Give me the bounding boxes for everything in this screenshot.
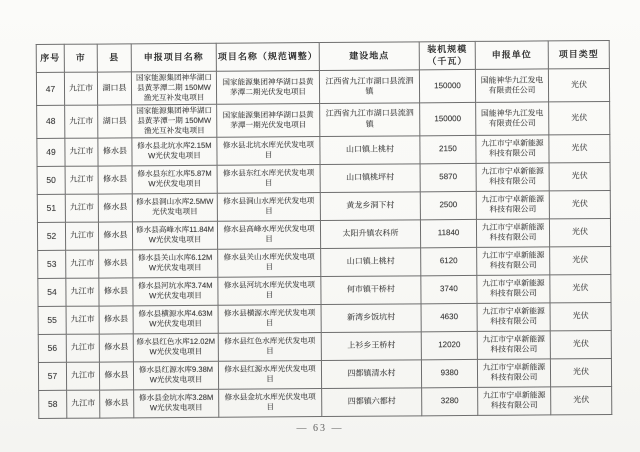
table-cell: 修水县 [98, 193, 132, 221]
table-header-row [36, 41, 609, 73]
table-row [36, 69, 609, 106]
table-cell: 九江市宁卓新能源科技有限公司 [476, 162, 549, 191]
table-cell: 九江市宁卓新能源科技有限公司 [477, 358, 550, 387]
table-cell: 修水县横源水库光伏发电项目 [218, 304, 321, 333]
table-cell: 九江市 [65, 138, 98, 166]
table-cell: 修水县 [98, 137, 132, 165]
table-cell: 九江市宁卓新能源科技有限公司 [477, 302, 550, 331]
table-cell: 修水县金坑水库光伏发电项目 [219, 388, 322, 417]
table-cell: 56 [38, 334, 66, 362]
table-cell: 4630 [421, 303, 477, 331]
table-cell: 2150 [420, 135, 476, 163]
table-cell: 湖口县 [98, 105, 132, 138]
table-cell: 11840 [420, 219, 476, 247]
table-cell: 52 [37, 222, 65, 250]
header-cell: 申报单位 [475, 41, 548, 70]
table-cell: 江西省九江市湖口县流泗镇 [319, 70, 419, 103]
table-row [37, 190, 610, 222]
header-cell: 申报项目名称 [131, 43, 216, 72]
table-cell: 修水县 [99, 277, 133, 305]
table-cell: 国能神华九江发电有限责任公司 [476, 102, 549, 135]
table-cell: 光伏 [548, 69, 609, 102]
table-row [38, 330, 611, 362]
table-cell: 修水县高峰水库光伏发电项目 [217, 220, 320, 249]
table-cell: 58 [39, 390, 67, 418]
table-cell: 四都镇清水村 [321, 359, 421, 388]
table-cell: 修水县红色水库12.02MW光伏发电项目 [133, 333, 218, 362]
table-cell: 150000 [420, 102, 476, 135]
table-cell: 光伏 [550, 302, 611, 330]
table-cell: 修水县 [100, 389, 134, 417]
header-cell: 县 [97, 44, 131, 73]
table-row [37, 162, 610, 194]
table-cell: 修水县关山水库6.12MW光伏发电项目 [133, 249, 218, 278]
table-cell: 49 [37, 138, 65, 166]
table-row [39, 386, 612, 418]
table-cell: 修水县 [98, 221, 132, 249]
header-cell: 序号 [36, 44, 64, 73]
table-cell: 修水县洞山水库光伏发电项目 [217, 192, 320, 221]
table-cell: 国家能源集团神华湖口县黄茅潭一期光伏发电项目 [217, 103, 320, 136]
table-cell: 修水县 [99, 249, 133, 277]
table-cell: 湖口县 [97, 72, 131, 105]
table-cell: 54 [38, 278, 66, 306]
table-cell: 九江市 [65, 222, 98, 250]
table-cell: 光伏 [550, 274, 611, 302]
table-cell: 山口镇上桃村 [320, 135, 420, 164]
table-cell: 九江市 [66, 250, 99, 278]
table-cell: 四都镇六都村 [322, 387, 422, 416]
table-cell: 修水县高峰水库11.84MW光伏发电项目 [132, 221, 217, 250]
table-cell: 太阳升镇农科所 [320, 219, 420, 248]
table-cell: 3740 [421, 275, 477, 303]
header-cell: 项目类型 [548, 41, 609, 70]
table-cell: 九江市 [65, 194, 98, 222]
table-cell: 2500 [420, 191, 476, 219]
table-cell: 九江市 [67, 390, 100, 418]
table-cell: 国家能源集团神华湖口县黄茅潭二期光伏发电项目 [216, 71, 319, 104]
table-cell: 修水县横源水库4.63MW光伏发电项目 [133, 305, 218, 334]
table-cell: 新湾乡饭坑村 [321, 303, 421, 332]
table-cell: 九江市 [65, 105, 98, 138]
table-cell: 6120 [421, 247, 477, 275]
header-cell: 装机规模（千瓦） [419, 41, 475, 70]
table-cell: 光伏 [551, 386, 612, 414]
table-cell: 九江市 [64, 72, 97, 105]
table-cell: 150000 [419, 70, 475, 103]
table-cell: 光伏 [550, 246, 611, 274]
table-cell: 光伏 [549, 162, 610, 190]
table-cell: 修水县北坑水库光伏发电项目 [217, 136, 320, 165]
table-cell: 修水县红色水库光伏发电项目 [218, 332, 321, 361]
table-cell: 九江市 [66, 362, 99, 390]
table-cell: 九江市宁卓新能源科技有限公司 [477, 246, 550, 275]
table-cell: 九江市 [66, 278, 99, 306]
table-cell: 山口镇上桃村 [321, 247, 421, 276]
table-cell: 光伏 [549, 101, 610, 134]
table-cell: 光伏 [549, 134, 610, 162]
table-cell: 51 [37, 194, 65, 222]
table-cell: 九江市 [66, 334, 99, 362]
table-cell: 光伏 [549, 190, 610, 218]
table-row [37, 134, 610, 166]
table-cell: 57 [38, 362, 66, 390]
table-cell: 修水县关山水库光伏发电项目 [218, 248, 321, 277]
table-row [38, 358, 611, 390]
project-table [36, 40, 613, 419]
table-cell: 50 [37, 166, 65, 194]
table-cell: 何市镇干桥村 [321, 275, 421, 304]
table-cell: 九江市 [66, 306, 99, 334]
table-cell: 3280 [422, 387, 478, 415]
table-cell: 修水县 [99, 361, 133, 389]
table-cell: 修水县洞山水库2.5MW光伏发电项目 [132, 193, 217, 222]
table-cell: 九江市宁卓新能源科技有限公司 [478, 386, 551, 415]
table-cell: 光伏 [550, 358, 611, 386]
table-cell: 九江市宁卓新能源科技有限公司 [476, 218, 549, 247]
table-cell: 九江市宁卓新能源科技有限公司 [476, 190, 549, 219]
table-cell: 修水县河坑水库光伏发电项目 [218, 276, 321, 305]
table-cell: 山口镇桃坪村 [320, 163, 420, 192]
table-cell: 5870 [420, 163, 476, 191]
table-cell: 九江市宁卓新能源科技有限公司 [476, 134, 549, 163]
table-row [37, 101, 610, 138]
table-row [38, 302, 611, 334]
table-cell: 江西省九江市湖口县流泗镇 [320, 103, 420, 136]
table-cell: 修水县东红水库光伏发电项目 [217, 164, 320, 193]
table-row [38, 246, 611, 278]
header-cell: 市 [64, 44, 97, 73]
table-cell: 上衫乡王桥村 [321, 331, 421, 360]
table-cell: 修水县红源水库9.38MW光伏发电项目 [133, 361, 218, 390]
table-cell: 国能神华九江发电有限责任公司 [475, 69, 548, 102]
table-cell: 47 [36, 73, 64, 106]
table-cell: 国家能源集团神华湖口县黄茅潭二期 150MW渔光互补发电项目 [131, 72, 216, 105]
table-cell: 修水县金坑水库3.28MW光伏发电项目 [134, 389, 219, 418]
table-cell: 修水县 [99, 305, 133, 333]
table-cell: 55 [38, 306, 66, 334]
header-cell: 项目名称（规范调整） [216, 43, 319, 72]
table-row [37, 218, 610, 250]
table-cell: 光伏 [550, 330, 611, 358]
table-cell: 9380 [421, 359, 477, 387]
header-cell: 建设地点 [319, 42, 419, 71]
table-cell: 修水县 [99, 333, 133, 361]
table-cell: 黄龙乡洞下村 [320, 191, 420, 220]
table-cell: 国家能源集团神华湖口县黄茅潭一期 150MW渔光互补发电项目 [132, 104, 217, 137]
table-cell: 修水县东红水库5.87MW光伏发电项目 [132, 165, 217, 194]
table-cell: 修水县红源水库光伏发电项目 [218, 360, 321, 389]
page-number: — 63 — [296, 423, 344, 434]
table-cell: 12020 [421, 331, 477, 359]
table-cell: 九江市 [65, 166, 98, 194]
table-row [38, 274, 611, 306]
table-cell: 修水县 [98, 165, 132, 193]
table-cell: 48 [37, 105, 65, 138]
table-cell: 光伏 [549, 218, 610, 246]
table-cell: 九江市宁卓新能源科技有限公司 [477, 330, 550, 359]
table-cell: 修水县河坑水库3.74MW光伏发电项目 [133, 277, 218, 306]
table-cell: 九江市宁卓新能源科技有限公司 [477, 274, 550, 303]
table-cell: 修水县北坑水库2.15MW光伏发电项目 [132, 137, 217, 166]
table-cell: 53 [38, 250, 66, 278]
